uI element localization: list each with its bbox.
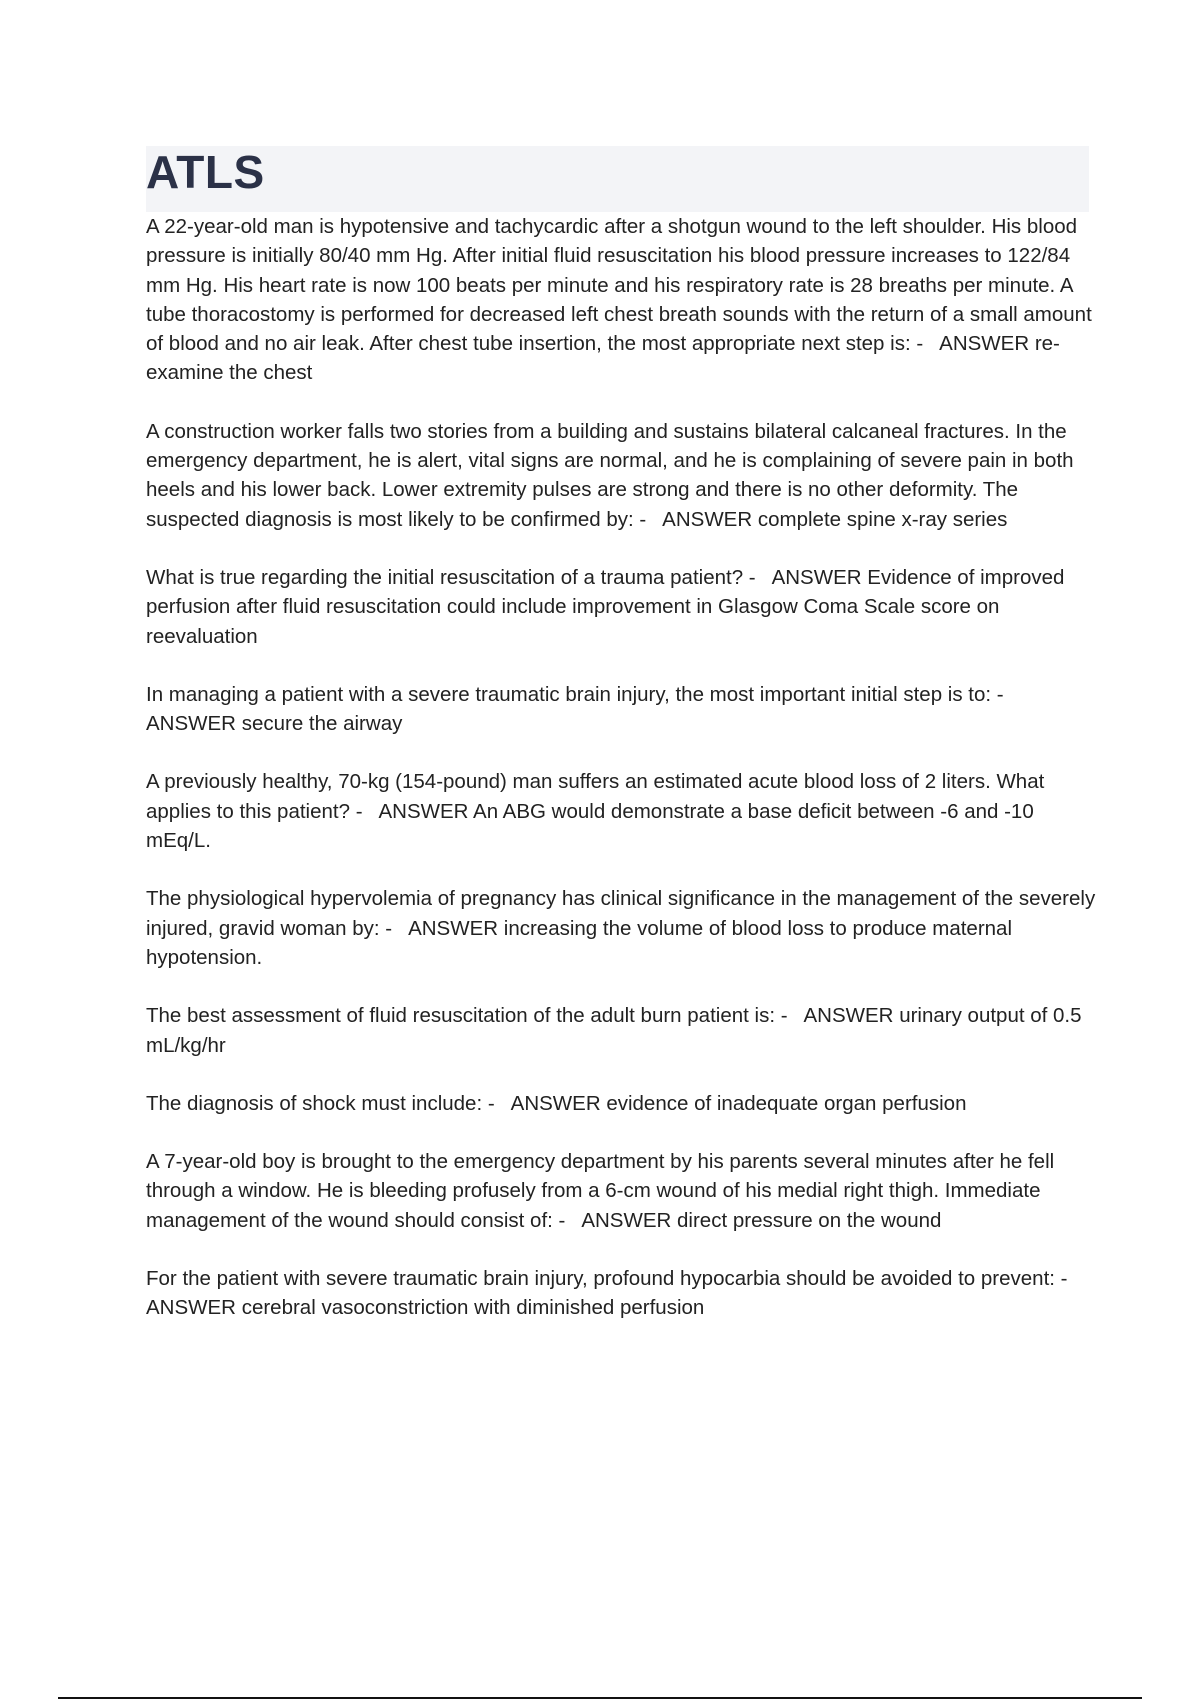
qa-item <box>146 1001 1096 1060</box>
answer-label: ANSWER <box>408 916 499 940</box>
answer-label: ANSWER <box>803 1004 894 1028</box>
answer-text: cerebral vasoconstriction with diminished perfusion <box>241 1296 705 1320</box>
question-text: The best assessment of fluid resuscitation of the adult burn patient is: <box>146 1004 776 1028</box>
answer-label: ANSWER <box>939 332 1030 356</box>
answer-text: secure the airway <box>241 712 403 736</box>
qa-item <box>146 563 1096 651</box>
qa-item <box>146 767 1096 855</box>
question-text: For the patient with severe traumatic brain injury, profound hypocarbia should be avoided to prevent: <box>146 1267 1055 1291</box>
answer-label: ANSWER <box>510 1091 601 1115</box>
question-text: What is true regarding the initial resuscitation of a trauma patient? <box>146 565 744 589</box>
separator: - <box>1054 1267 1084 1291</box>
answer-label: ANSWER <box>146 712 236 736</box>
separator: - <box>743 565 772 589</box>
separator: - <box>633 507 663 531</box>
answer-label: ANSWER <box>662 507 753 531</box>
separator: - <box>910 332 940 356</box>
answer-text: direct pressure on the wound <box>677 1208 942 1232</box>
answer-text: evidence of inadequate organ perfusion <box>606 1091 967 1115</box>
separator: - <box>775 1004 804 1028</box>
qa-item <box>146 1089 1096 1118</box>
separator: - <box>991 682 1020 706</box>
answer-text: increasing the volume of blood loss to produce maternal hypotension. <box>146 916 1018 969</box>
answer-label: ANSWER <box>771 565 862 589</box>
qa-item <box>146 680 1096 739</box>
question-text: In managing a patient with a severe traumatic brain injury, the most important initial step is to: <box>146 682 992 706</box>
answer-text: urinary output of 0.5 mL/kg/hr <box>146 1004 1088 1057</box>
answer-label: ANSWER <box>146 1296 236 1320</box>
answer-text: complete spine x-ray series <box>757 507 1008 531</box>
qa-list <box>146 212 1101 1352</box>
question-text: A construction worker falls two stories from a building and sustains bilateral calcaneal fractures. In the emergency department, he is alert, vital signs are normal, and he is complaining of severe pain in both heels and his lower back. Lower extremity pulses are strong and there is no other deformity. The suspected diagnosis is most likely to be confirmed by: <box>146 419 1080 531</box>
separator: - <box>379 916 409 940</box>
qa-item <box>146 1147 1096 1235</box>
footer-divider <box>58 1697 1142 1699</box>
page-title: ATLS <box>146 146 265 198</box>
answer-text: Evidence of improved perfusion after fluid resuscitation could include improvement in Glasgow Coma Scale score on reevaluation <box>146 565 1071 648</box>
answer-text: An ABG would demonstrate a base deficit between -6 and -10 mEq/L. <box>146 799 1040 853</box>
question-text: The physiological hypervolemia of pregnancy has clinical significance in the management of the severely injured, gravid woman by: <box>146 887 1101 940</box>
qa-item <box>146 1264 1096 1323</box>
title-banner <box>146 146 1089 212</box>
separator: - <box>350 799 379 823</box>
qa-item <box>146 212 1096 388</box>
qa-item <box>146 417 1096 534</box>
answer-label: ANSWER <box>581 1208 672 1232</box>
question-text: A previously healthy, 70-kg (154-pound) man suffers an estimated acute blood loss of 2 liters. What applies to this patient? <box>146 770 1051 823</box>
separator: - <box>552 1208 582 1232</box>
question-text: The diagnosis of shock must include: <box>146 1091 483 1115</box>
qa-item <box>146 884 1101 972</box>
question-text: A 7-year-old boy is brought to the emergency department by his parents several minutes after he fell through a window. He is bleeding profusely from a 6-cm wound of his medial right thigh. Immediate management of the wound should consist of: <box>146 1150 1060 1232</box>
answer-text: re-examine the chest <box>146 332 1060 385</box>
separator: - <box>482 1091 511 1115</box>
question-text: A 22-year-old man is hypotensive and tachycardic after a shotgun wound to the left shoulder. His blood pressure is initially 80/40 mm Hg. After initial fluid resuscitation his blood pressure increases to 122/84 mm Hg. His heart rate is now 100 beats per minute and his respiratory rate is 28 breaths per minute. A tube thoracostomy is performed for decreased left chest breath sounds with the return of a small amount of blood and no air leak. After chest tube insertion, the most appropriate next step is: <box>146 215 1098 356</box>
answer-label: ANSWER <box>378 799 469 823</box>
